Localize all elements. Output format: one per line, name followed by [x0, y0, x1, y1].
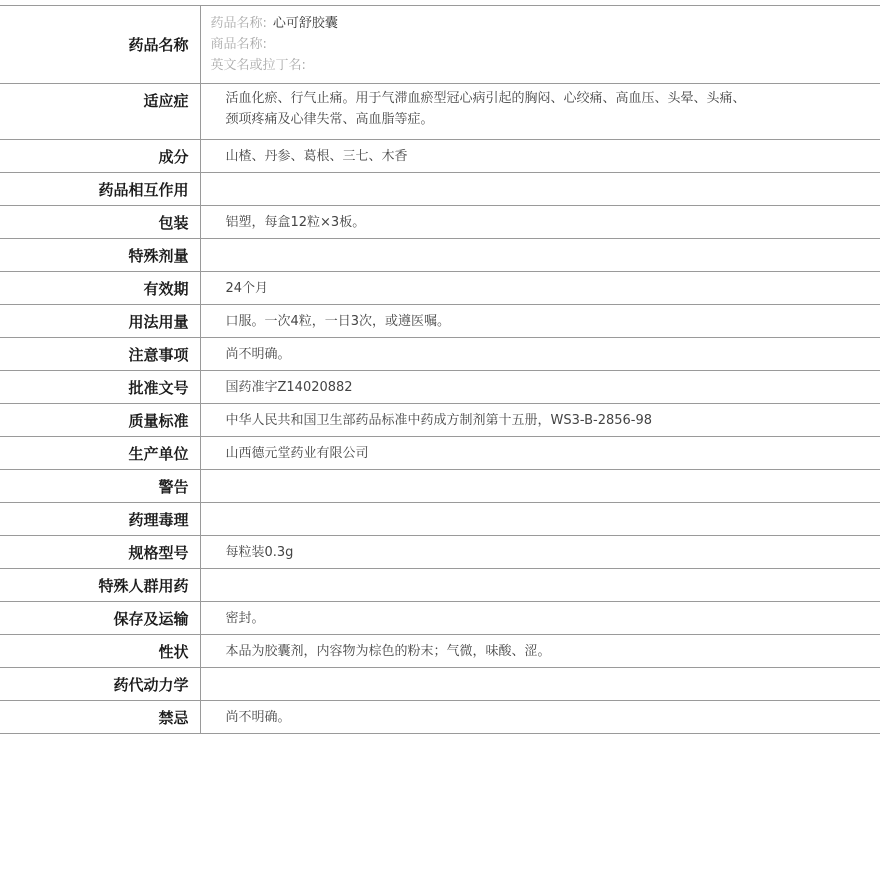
row-value: 每粒装0.3g [200, 536, 880, 569]
row-label: 警告 [0, 470, 200, 503]
row-specification [0, 536, 880, 569]
generic-name-value: 心可舒胶囊 [272, 16, 338, 31]
row-value [200, 84, 880, 140]
row-value: 山西德元堂药业有限公司 [200, 437, 880, 470]
trade-name-line [211, 34, 880, 55]
row-label: 性状 [0, 635, 200, 668]
row-quality-standard [0, 404, 880, 437]
row-value: 尚不明确。 [200, 701, 880, 734]
row-value: 国药准字Z14020882 [200, 371, 880, 404]
row-ingredients [0, 140, 880, 173]
row-label: 药品相互作用 [0, 173, 200, 206]
row-label: 生产单位 [0, 437, 200, 470]
row-value: 铝塑，每盒12粒×3板。 [200, 206, 880, 239]
row-label: 有效期 [0, 272, 200, 305]
row-label: 注意事项 [0, 338, 200, 371]
row-value: 中华人民共和国卫生部药品标准中药成方制剂第十五册，WS3-B-2856-98 [200, 404, 880, 437]
row-label: 规格型号 [0, 536, 200, 569]
generic-name-line [211, 13, 880, 34]
row-pharmacology [0, 503, 880, 536]
row-label: 批准文号 [0, 371, 200, 404]
row-special-populations [0, 569, 880, 602]
row-usage-dosage [0, 305, 880, 338]
row-manufacturer [0, 437, 880, 470]
trade-name-key: 商品名称: [210, 37, 267, 52]
row-value [200, 503, 880, 536]
row-label: 禁忌 [0, 701, 200, 734]
row-value [200, 470, 880, 503]
generic-name-key: 药品名称: [210, 16, 267, 31]
row-label: 药代动力学 [0, 668, 200, 701]
row-value: 密封。 [200, 602, 880, 635]
row-value: 口服。一次4粒，一日3次，或遵医嘱。 [200, 305, 880, 338]
indications-line-2: 颈项疼痛及心律失常、高血脂等症。 [225, 112, 434, 127]
row-pharmacokinetics [0, 668, 880, 701]
names-cell [200, 6, 880, 84]
drug-info-table [0, 5, 880, 734]
row-precautions [0, 338, 880, 371]
row-warning [0, 470, 880, 503]
row-value [200, 569, 880, 602]
row-value: 本品为胶囊剂，内容物为棕色的粉末；气微，味酸、涩。 [200, 635, 880, 668]
row-value: 24个月 [200, 272, 880, 305]
english-name-key: 英文名或拉丁名: [210, 58, 306, 73]
row-interactions [0, 173, 880, 206]
row-value [200, 668, 880, 701]
row-label: 成分 [0, 140, 200, 173]
row-label: 适应症 [0, 84, 200, 140]
row-shelf-life [0, 272, 880, 305]
english-name-line [211, 55, 880, 76]
row-value: 山楂、丹参、葛根、三七、木香 [200, 140, 880, 173]
row-drug-name [0, 6, 880, 84]
row-special-dosage [0, 239, 880, 272]
row-packaging [0, 206, 880, 239]
row-label: 包装 [0, 206, 200, 239]
row-description [0, 635, 880, 668]
row-label: 药品名称 [0, 6, 200, 84]
row-value [200, 239, 880, 272]
row-value [200, 173, 880, 206]
row-label: 特殊剂量 [0, 239, 200, 272]
row-label: 药理毒理 [0, 503, 200, 536]
indications-line-1: 活血化瘀、行气止痛。用于气滞血瘀型冠心病引起的胸闷、心绞痛、高血压、头晕、头痛、 [225, 91, 746, 106]
row-value: 尚不明确。 [200, 338, 880, 371]
row-indications [0, 84, 880, 140]
row-label: 特殊人群用药 [0, 569, 200, 602]
row-label: 用法用量 [0, 305, 200, 338]
row-storage [0, 602, 880, 635]
row-label: 保存及运输 [0, 602, 200, 635]
row-label: 质量标准 [0, 404, 200, 437]
row-contraindications [0, 701, 880, 734]
row-approval-number [0, 371, 880, 404]
